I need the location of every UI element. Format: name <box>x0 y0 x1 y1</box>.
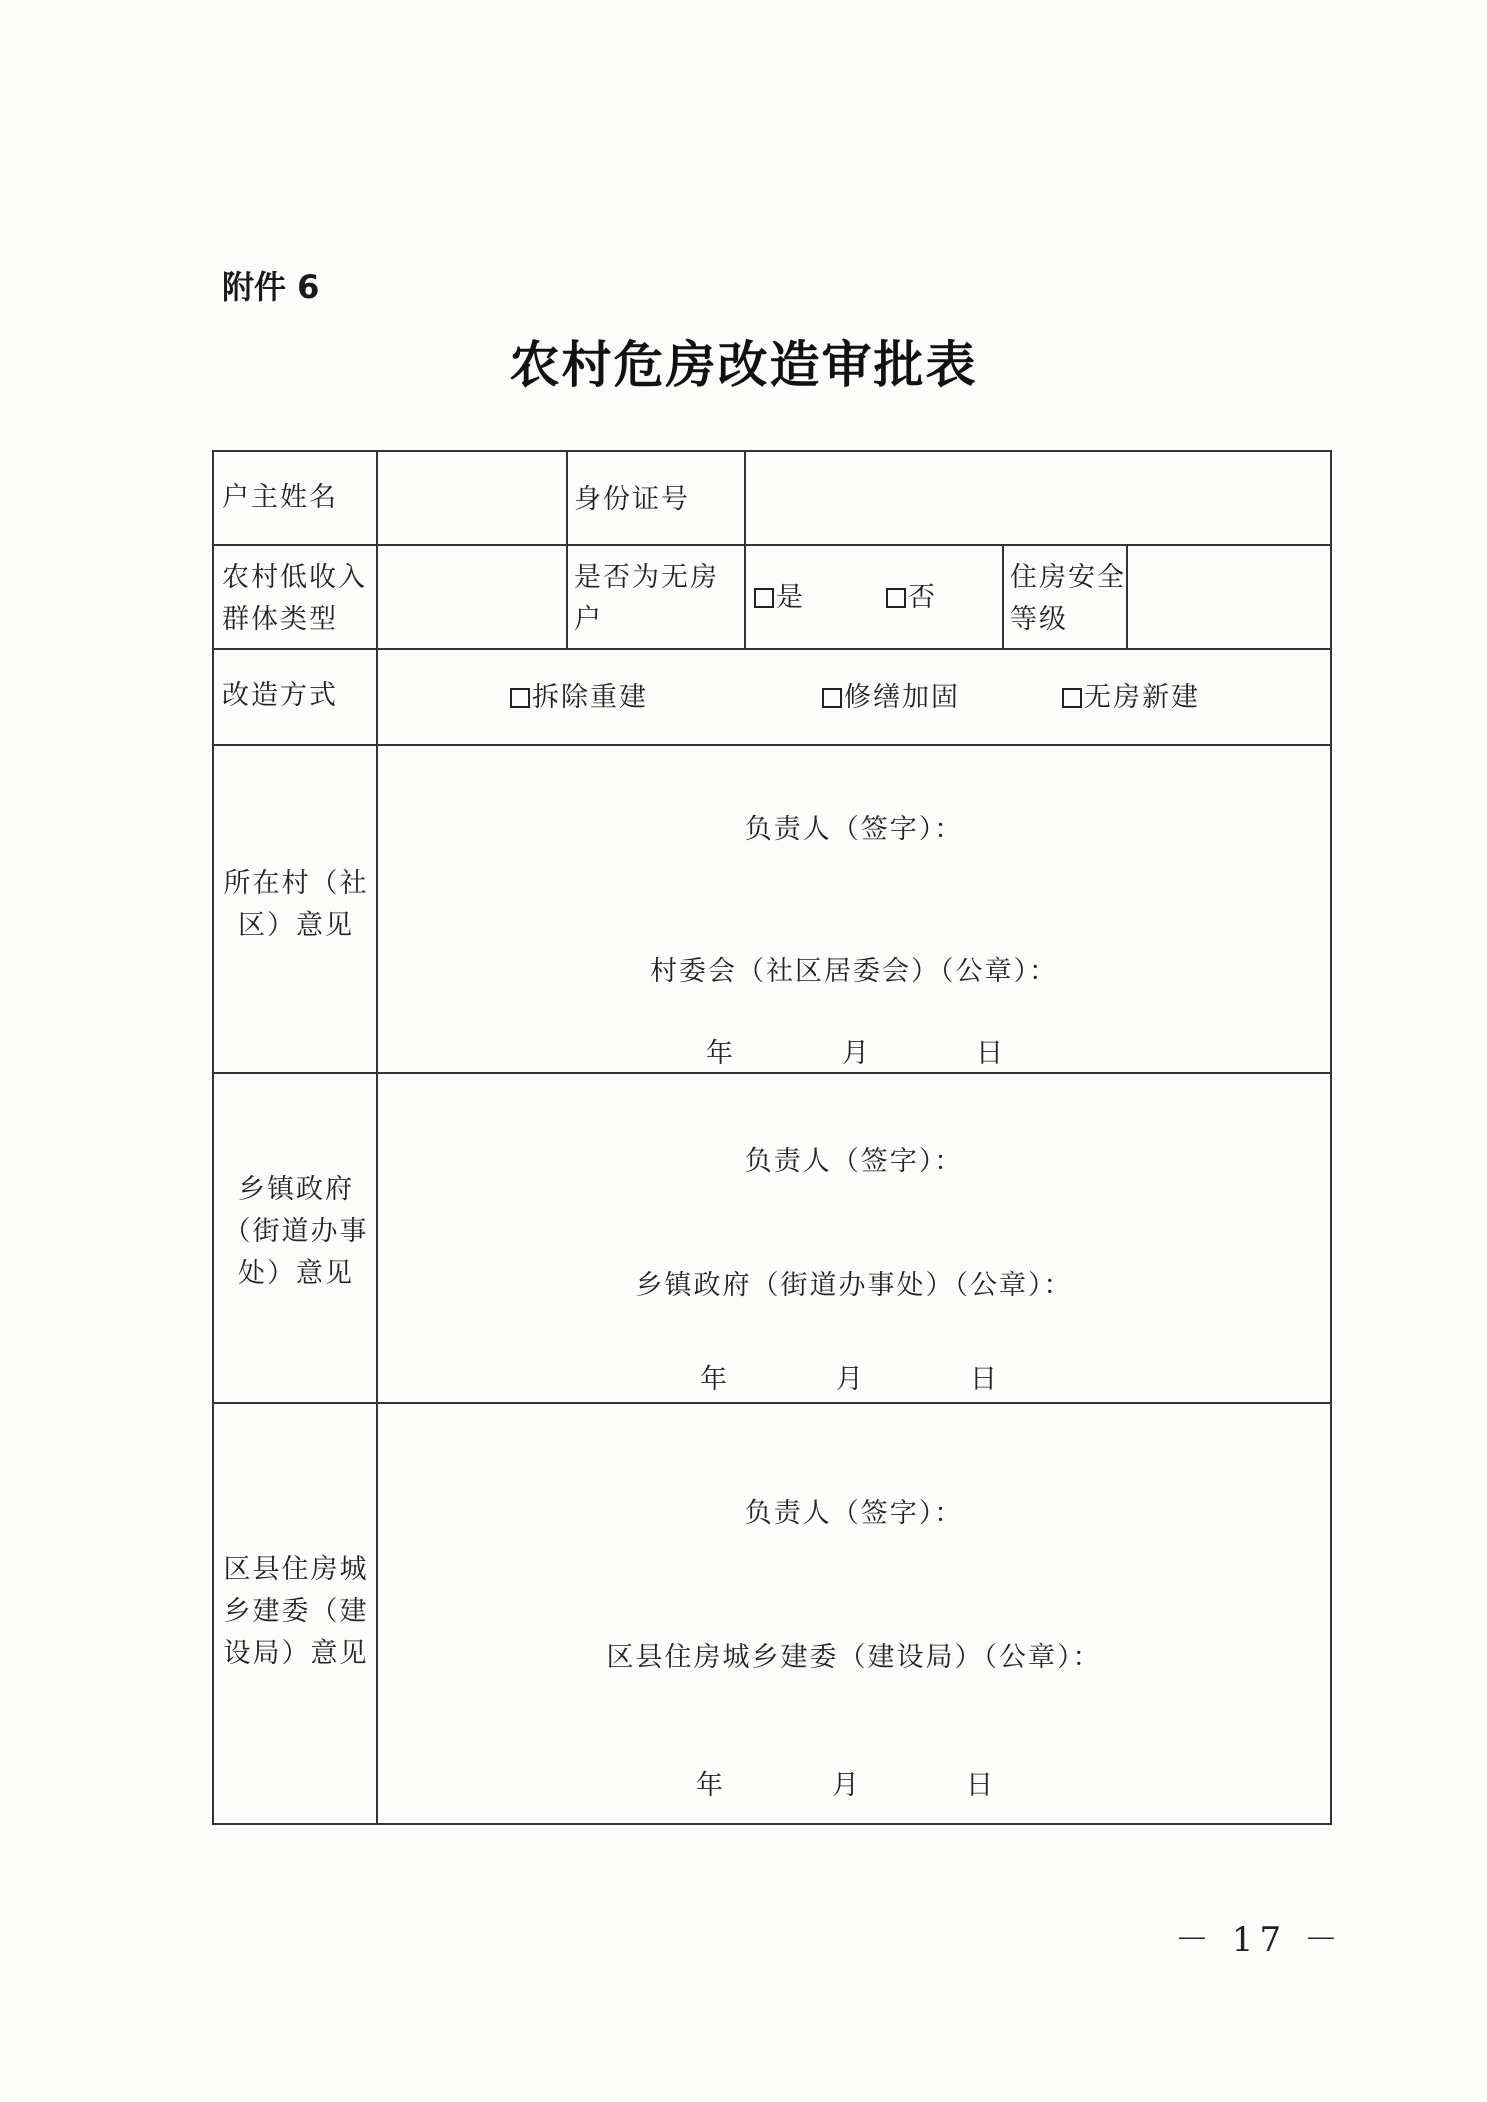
form-title: 农村危房改造审批表 <box>509 335 978 394</box>
town-date-month: 月 <box>836 1364 865 1395</box>
option-repair[interactable] <box>822 676 960 720</box>
low-income-group-field[interactable] <box>384 576 560 620</box>
checkbox-icon <box>886 588 906 608</box>
row-divider <box>214 1402 1330 1404</box>
village-signer-label: 负责人（签字）： <box>744 814 964 845</box>
no-option-label: 否 <box>908 582 937 613</box>
column-divider <box>1126 544 1128 648</box>
town-seal-label: 乡镇政府（街道办事处）（公章）： <box>635 1270 1073 1301</box>
owner-name-field[interactable] <box>384 476 560 520</box>
row-divider <box>214 544 1330 546</box>
village-date-year: 年 <box>706 1038 735 1069</box>
no-checkbox[interactable] <box>886 576 937 620</box>
county-seal-label: 区县住房城乡建委（建设局）（公章）： <box>606 1642 1102 1673</box>
county-opinion-label: 设局）意见 <box>223 1638 369 1669</box>
no-house-label: 户 <box>574 604 603 635</box>
county-opinion-label: 乡建委（建 <box>223 1596 369 1627</box>
county-opinion-label: 区县住房城 <box>223 1554 369 1585</box>
low-income-group-label: 群体类型 <box>222 604 338 635</box>
low-income-group-label: 农村低收入 <box>222 562 367 593</box>
renovation-method-label: 改造方式 <box>222 680 338 711</box>
village-seal-label: 村委会（社区居委会）（公章）： <box>650 956 1058 987</box>
town-date-day: 日 <box>970 1364 999 1395</box>
option-rebuild-label: 拆除重建 <box>532 682 648 713</box>
owner-name-label: 户主姓名 <box>222 482 338 513</box>
row-divider <box>214 744 1330 746</box>
page-number: － 17 － <box>1175 1920 1344 1960</box>
checkbox-icon <box>822 688 842 708</box>
village-opinion-label: 区）意见 <box>238 910 354 941</box>
option-new-build[interactable] <box>1062 676 1200 720</box>
option-rebuild[interactable] <box>510 676 648 720</box>
housing-safety-level-label: 等级 <box>1010 604 1068 635</box>
village-date-day: 日 <box>976 1038 1005 1069</box>
village-opinion-label: 所在村（社 <box>223 868 369 899</box>
town-opinion-label: （街道办事 <box>223 1216 369 1247</box>
option-repair-label: 修缮加固 <box>844 682 960 713</box>
column-divider <box>1002 544 1004 648</box>
option-new-build-label: 无房新建 <box>1084 682 1200 713</box>
county-date-day: 日 <box>966 1770 995 1801</box>
id-number-field[interactable] <box>754 478 1314 522</box>
column-divider <box>376 452 378 1823</box>
county-date-year: 年 <box>696 1770 725 1801</box>
no-house-label: 是否为无房 <box>574 562 719 593</box>
checkbox-icon <box>1062 688 1082 708</box>
yes-checkbox[interactable] <box>754 576 805 620</box>
housing-safety-level-label: 住房安全 <box>1010 562 1126 593</box>
id-number-label: 身份证号 <box>574 484 690 515</box>
approval-form-table <box>212 450 1332 1825</box>
town-opinion-label: 乡镇政府 <box>238 1174 354 1205</box>
checkbox-icon <box>510 688 530 708</box>
town-date-year: 年 <box>700 1364 729 1395</box>
housing-safety-level-field[interactable] <box>1134 576 1324 620</box>
town-opinion-label: 处）意见 <box>238 1258 354 1289</box>
row-divider <box>214 1072 1330 1074</box>
column-divider <box>566 452 568 648</box>
yes-option-label: 是 <box>776 582 805 613</box>
row-divider <box>214 648 1330 650</box>
town-signer-label: 负责人（签字）： <box>744 1146 964 1177</box>
checkbox-icon <box>754 588 774 608</box>
village-date-month: 月 <box>842 1038 871 1069</box>
attachment-label: 附件 6 <box>222 268 320 306</box>
county-date-month: 月 <box>832 1770 861 1801</box>
county-signer-label: 负责人（签字）： <box>744 1498 964 1529</box>
column-divider <box>744 452 746 648</box>
